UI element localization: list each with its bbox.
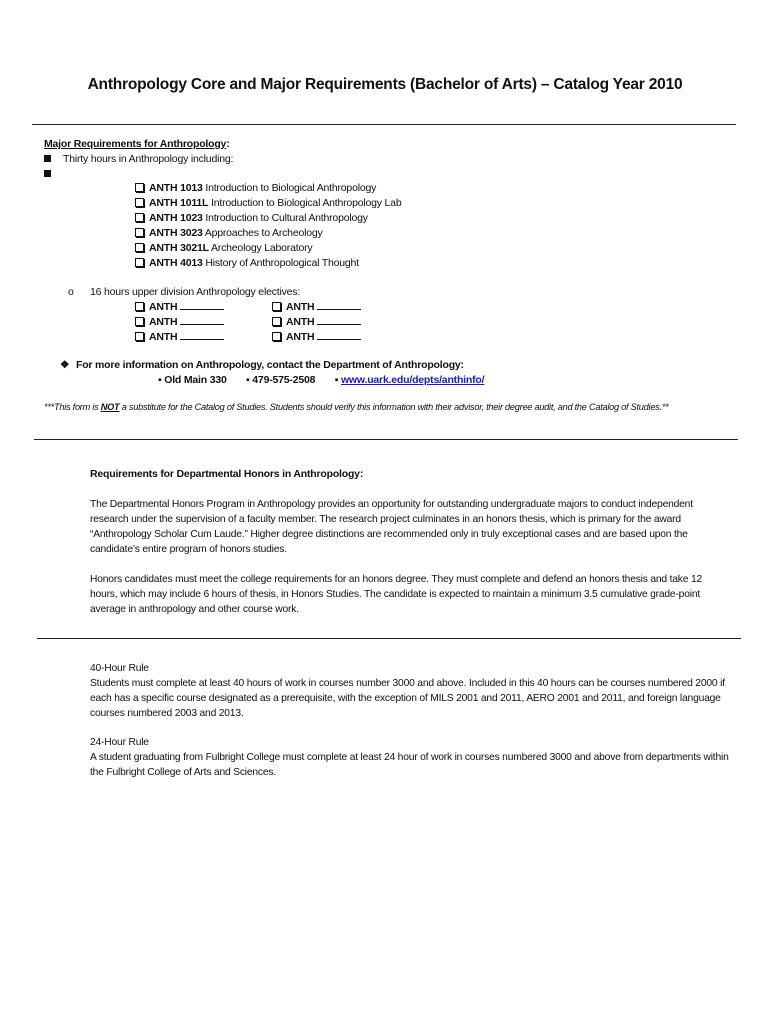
elective-slot: [272, 330, 361, 345]
checkbox-icon[interactable]: [135, 317, 144, 326]
checkbox-icon[interactable]: [135, 302, 144, 311]
rule24-title: 24-Hour Rule: [90, 737, 149, 748]
honors-para-2: Honors candidates must meet the college requirements for an honors degree. They must complete and defend an honors thesis and take 12 hours, which may include 6 hours of thesis, in Honors Studies. The candidate is expected to maintain a minimum 3.5 cumulative grade-point average in anthropology and other course work.: [90, 574, 702, 615]
elective-blank[interactable]: [317, 316, 361, 325]
course-item: [135, 256, 401, 271]
core-course-list: [135, 181, 401, 271]
electives-label: 16 hours upper division Anthropology electives:: [90, 286, 301, 298]
checkbox-icon[interactable]: [135, 243, 144, 252]
course-name: Introduction to Biological Anthropology Lab: [211, 197, 402, 209]
contact-heading: [60, 358, 464, 373]
elective-slot: [272, 315, 361, 330]
course-code: ANTH 1011L: [149, 197, 209, 209]
course-name: Archeology Laboratory: [211, 242, 313, 254]
elective-blank[interactable]: [180, 331, 224, 340]
course-name: Introduction to Cultural Anthropology: [205, 212, 368, 224]
honors-heading: Requirements for Departmental Honors in Anthropology:: [90, 468, 364, 480]
electives-col-left: [135, 300, 224, 345]
course-item: [135, 241, 401, 256]
checkbox-icon[interactable]: [135, 228, 144, 237]
elective-slot: [135, 300, 224, 315]
disclaimer-not: NOT: [100, 402, 120, 412]
major-heading-text: Major Requirements for Anthropology: [44, 138, 227, 150]
contact-url-link[interactable]: www.uark.edu/depts/anthinfo/: [340, 374, 485, 386]
elective-blank[interactable]: [317, 301, 361, 310]
honors-para-1: The Departmental Honors Program in Anthropology provides an opportunity for outstanding undergraduate majors to conduct independent research under the supervision of a faculty member. The research project culminates in an honors thesis, which is primary for the award “Anthropology Scholar Cum Laude.” Higher degree distinctions are recommended only in truly exceptional cases and are based upon the candidate’s entire program of honors studies.: [90, 499, 693, 555]
elective-prefix: ANTH: [286, 331, 315, 343]
course-item: [135, 226, 401, 241]
course-item: [135, 211, 401, 226]
course-name: Introduction to Biological Anthropology: [205, 182, 377, 194]
rule24-text: A student graduating from Fulbright College must complete at least 24 hour of work in courses numbered 3000 and above from departments within the Fulbright College of Arts and Sciences.: [90, 752, 729, 778]
elective-prefix: ANTH: [149, 301, 178, 313]
checkbox-icon[interactable]: [135, 258, 144, 267]
checkbox-icon[interactable]: [135, 213, 144, 222]
page-title: Anthropology Core and Major Requirements (Bachelor of Arts) – Catalog Year 2010: [87, 76, 683, 93]
course-name: History of Anthropological Thought: [205, 257, 359, 269]
rule40-title: 40-Hour Rule: [90, 663, 149, 674]
square-bullet-icon: [44, 170, 51, 177]
elective-slot: [272, 300, 361, 315]
contact-details: [158, 373, 484, 388]
checkbox-icon[interactable]: [272, 302, 281, 311]
disclaimer: [44, 402, 668, 412]
divider-bottom: [37, 638, 741, 639]
contact-office: ▪ Old Main 330: [158, 374, 227, 386]
course-code: ANTH 3021L: [149, 242, 209, 254]
checkbox-icon[interactable]: [135, 332, 144, 341]
course-code: ANTH 3023: [149, 227, 203, 239]
bullet-empty: [44, 167, 63, 182]
major-heading-colon: :: [226, 138, 230, 150]
disclaimer-post: a substitute for the Catalog of Studies. Students should verify this information with their advisor, their degree audit, and the Catalog of Studies.**: [119, 402, 669, 412]
elective-prefix: ANTH: [286, 316, 315, 328]
contact-url-bullet: ▪: [334, 374, 339, 386]
elective-blank[interactable]: [180, 316, 224, 325]
square-bullet-icon: [44, 155, 51, 162]
elective-prefix: ANTH: [286, 301, 315, 313]
bullet-thirty-hours: [44, 152, 233, 167]
elective-blank[interactable]: [317, 331, 361, 340]
elective-blank[interactable]: [180, 301, 224, 310]
checkbox-icon[interactable]: [272, 332, 281, 341]
course-name: Approaches to Archeology: [204, 227, 323, 239]
contact-phone: ▪ 479-575-2508: [246, 374, 316, 386]
elective-prefix: ANTH: [149, 331, 178, 343]
electives-col-right: [272, 300, 361, 345]
course-item: [135, 181, 401, 196]
elective-slot: [135, 330, 224, 345]
diamond-bullet-icon: ❖: [60, 359, 70, 371]
course-code: ANTH 1013: [149, 182, 203, 194]
checkbox-icon[interactable]: [135, 183, 144, 192]
major-heading: [44, 137, 230, 152]
course-item: [135, 196, 401, 211]
course-code: ANTH 1023: [149, 212, 203, 224]
checkbox-icon[interactable]: [272, 317, 281, 326]
course-code: ANTH 4013: [149, 257, 203, 269]
bullet-thirty-hours-text: Thirty hours in Anthropology including:: [63, 153, 234, 165]
divider-top: [32, 124, 736, 125]
disclaimer-pre: ***This form is: [44, 402, 101, 412]
checkbox-icon[interactable]: [135, 198, 144, 207]
rule40-text: Students must complete at least 40 hours of work in courses number 3000 and above. Included in this 40 hours can be courses numbered 2000 if each has a specific course designated as a prerequisite, with the exception of MILS 2001 and 2011, AERO 2001 and 2011, and foreign language courses numbered 2003 and 2013.: [90, 678, 725, 719]
elective-slot: [135, 315, 224, 330]
electives-bullet: o: [68, 286, 74, 298]
contact-heading-text: For more information on Anthropology, contact the Department of Anthropology:: [76, 359, 464, 371]
divider-middle: [34, 439, 738, 440]
elective-prefix: ANTH: [149, 316, 178, 328]
